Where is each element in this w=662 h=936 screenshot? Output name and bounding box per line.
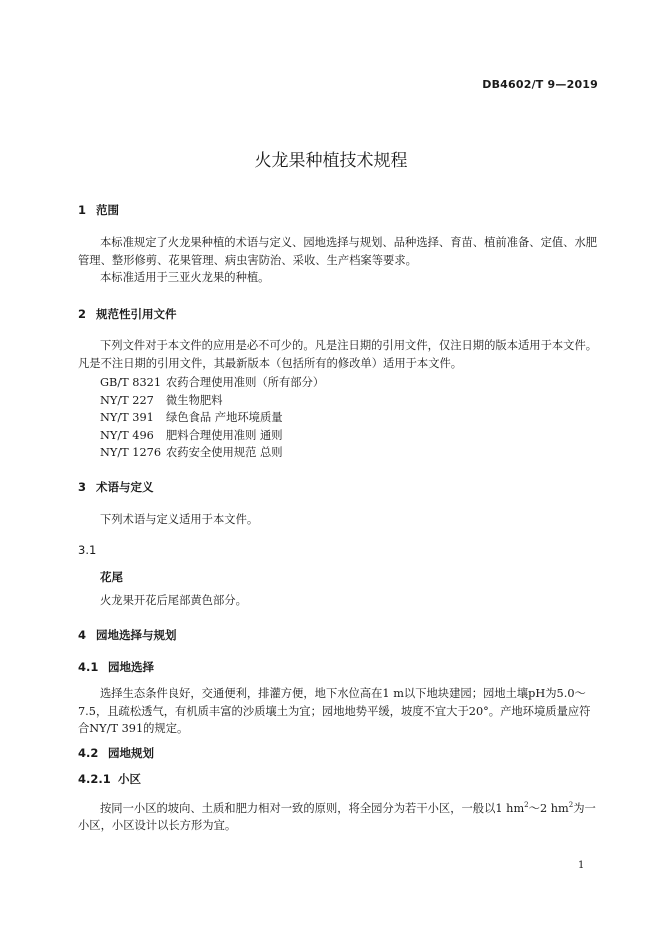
section-title: 术语与定义: [96, 480, 154, 494]
reference-code: NY/T 391: [100, 411, 154, 424]
section-title: 规范性引用文件: [96, 307, 177, 321]
scope-paragraph-1: 本标准规定了火龙果种植的术语与定义、园地选择与规划、品种选择、育苗、植前准备、定值、水肥管理、整形修剪、花果管理、病虫害防治、采收、生产档案等要求。: [78, 236, 598, 267]
page-number: 1: [578, 860, 585, 871]
document-id: DB4602/T 9—2019: [482, 78, 598, 91]
reference-item: [100, 392, 223, 408]
superscript: 2: [568, 801, 574, 809]
term-definition: 火龙果开花后尾部黄色部分。: [100, 594, 247, 607]
section-title: 园地选择: [108, 660, 154, 674]
plot-text-a: 按同一小区的坡向、土质和肥力相对一致的原则，将全园分为若干小区，一般以1 hm: [100, 801, 525, 815]
superscript: 2: [524, 801, 529, 809]
references-intro: 下列文件对于本文件的应用是必不可少的。凡是注日期的引用文件，仅注日期的版本适用于本文件。凡是不注日期的引用文件，其最新版本（包括所有的修改单）适用于本文件。: [78, 339, 598, 370]
plot-text-c: 为一小区，小区设计以长方形为宜。: [78, 801, 596, 833]
section-4-2-1-heading: [78, 771, 141, 787]
section-4-2-heading: [78, 745, 154, 761]
reference-name: 微生物肥料: [166, 394, 223, 407]
reference-item: [100, 409, 283, 425]
site-selection-paragraph: 选择生态条件良好，交通便利，排灌方便，地下水位高在1 m以下地块建园；园地土壤pH为5.0～7.5，且疏松透气，有机质丰富的沙质壤土为宜；园地地势平缓，坡度不宜大于20°。产地环境质量应符合NY/T 391的规定。: [78, 687, 591, 735]
section-number: 3: [78, 480, 87, 494]
section-number: 4.1: [78, 660, 99, 674]
reference-item: [100, 374, 324, 390]
section-title: 园地选择与规划: [96, 628, 177, 642]
plot-paragraph: [78, 797, 600, 835]
reference-name: 绿色食品 产地环境质量: [166, 411, 283, 424]
section-number: 4.2: [78, 746, 99, 760]
section-number: 2: [78, 307, 87, 321]
section-title: 小区: [118, 772, 141, 786]
term-title: 花尾: [100, 570, 123, 584]
reference-name: 农药安全使用规范 总则: [166, 446, 283, 459]
reference-name: 肥料合理使用准则 通则: [166, 429, 283, 442]
document-title: 火龙果种植技术规程: [254, 151, 408, 171]
section-2-heading: [78, 306, 177, 322]
section-number: 4.2.1: [78, 772, 111, 786]
reference-code: NY/T 227: [100, 394, 154, 407]
section-4-heading: [78, 627, 177, 643]
section-title: 园地规划: [108, 746, 154, 760]
plot-text-b: ～2 hm: [528, 801, 569, 815]
section-title: 范围: [96, 203, 119, 217]
reference-code: NY/T 1276: [100, 446, 162, 459]
terms-intro: 下列术语与定义适用于本文件。: [100, 513, 259, 526]
section-3-heading: [78, 479, 154, 495]
section-1-heading: [78, 202, 119, 218]
reference-item: [100, 427, 283, 443]
section-number: 4: [78, 628, 87, 642]
reference-code: GB/T 8321: [100, 376, 162, 389]
section-number: 1: [78, 203, 87, 217]
reference-name: 农药合理使用准则（所有部分）: [166, 376, 325, 389]
section-4-1-heading: [78, 659, 154, 675]
reference-item: [100, 444, 283, 460]
reference-code: NY/T 496: [100, 429, 154, 442]
scope-paragraph-2: 本标准适用于三亚火龙果的种植。: [100, 271, 270, 284]
term-number: 3.1: [78, 543, 97, 557]
